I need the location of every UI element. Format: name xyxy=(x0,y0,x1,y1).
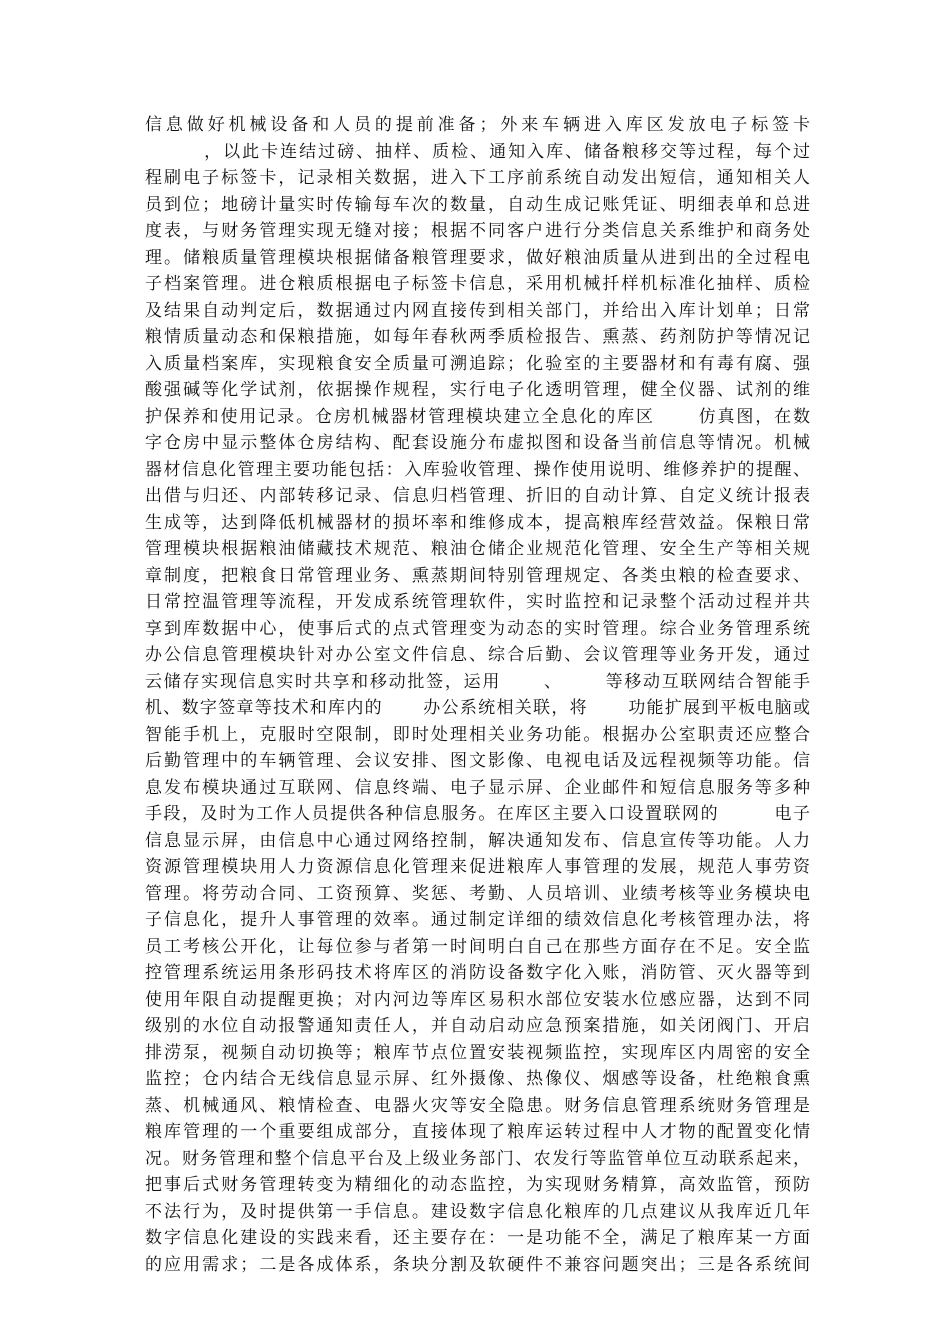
text-line: 员到位；地磅计量实时传输每车次的数量，自动生成记账凭证、明细表单和总进 xyxy=(145,194,810,215)
text-line: 章制度，把粮食日常管理业务、熏蒸期间特别管理规定、各类虫粮的检查要求、 xyxy=(145,565,810,586)
text-line: 管理模块根据粮油储藏技术规范、粮油仓储企业规范化管理、安全生产等相关规 xyxy=(145,539,810,559)
text-line: 护保养和使用记录。仓房机械器材管理模块建立全息化的库区 仿真图，在数 xyxy=(145,406,810,427)
text-line: 生成等，达到降低机械器材的损坏率和维修成本，提高粮库经营效益。保粮日常 xyxy=(145,512,810,533)
text-line: 监控；仓内结合无线信息显示屏、红外摄像、热像仪、烟感等设备，杜绝粮食熏 xyxy=(145,1069,810,1089)
text-line: 管理。将劳动合同、工资预算、奖惩、考勤、人员培训、业绩考核等业务模块电 xyxy=(145,883,810,904)
text-line: 控管理系统运用条形码技术将库区的消防设备数字化入账，消防管、灭火器等到 xyxy=(145,963,810,983)
text-line: 享到库数据中心，使事后式的点式管理变为动态的实时管理。综合业务管理系统 xyxy=(145,618,810,639)
text-line: 及结果自动判定后，数据通过内网直接传到相关部门，并给出入库计划单；日常 xyxy=(145,300,810,321)
text-line: 云储存实现信息实时共享和移动批签，运用 、 等移动互联网结合智能手 xyxy=(145,671,810,692)
text-line: 况。财务管理和整个信息平台及上级业务部门、农发行等监管单位互动联系起来， xyxy=(145,1148,810,1169)
text-line: 出借与归还、内部转移记录、信息归档管理、折旧的自动计算、自定义统计报表 xyxy=(145,486,810,506)
body-text xyxy=(145,112,810,1278)
text-line: 资源管理模块用人力资源信息化管理来促进粮库人事管理的发展，规范人事劳资 xyxy=(145,857,810,877)
text-line: 把事后式财务管理转变为精细化的动态监控，为实现财务精算，高效监管，预防 xyxy=(145,1175,810,1195)
text-line: 不法行为，及时提供第一手信息。建设数字信息化粮库的几点建议从我库近几年 xyxy=(145,1201,810,1222)
text-line: 字仓房中显示整体仓房结构、配套设施分布虚拟图和设备当前信息等情况。机械 xyxy=(145,433,810,453)
text-line: 粮情质量动态和保粮措施，如每年春秋两季质检报告、熏蒸、药剂防护等情况记 xyxy=(145,327,810,347)
text-line: 入质量档案库，实现粮食安全质量可溯追踪；化验室的主要器材和有毒有腐、强 xyxy=(145,353,810,374)
text-line: 蒸、机械通风、粮情检查、电器火灾等安全隐患。财务信息管理系统财务管理是 xyxy=(145,1095,810,1116)
text-line: 级别的水位自动报警通知责任人，并自动启动应急预案措施，如关闭阀门、开启 xyxy=(145,1016,810,1036)
text-line: 使用年限自动提醒更换；对内河边等库区易积水部位安装水位感应器，达到不同 xyxy=(145,989,810,1010)
text-line: 办公信息管理模块针对办公室文件信息、综合后勤、会议管理等业务开发，通过 xyxy=(145,645,810,665)
text-line: 器材信息化管理主要功能包括：入库验收管理、操作使用说明、维修养护的提醒、 xyxy=(145,459,810,480)
text-line: 员工考核公开化，让每位参与者第一时间明白自己在那些方面存在不足。安全监 xyxy=(145,936,810,957)
text-line: 程刷电子标签卡，记录相关数据，进入下工序前系统自动发出短信，通知相关人 xyxy=(145,168,810,188)
text-line: 度表，与财务管理实现无缝对接；根据不同客户进行分类信息关系维护和商务处 xyxy=(145,221,810,241)
text-line: 排涝泵，视频自动切换等；粮库节点位置安装视频监控，实现库区内周密的安全 xyxy=(145,1042,810,1063)
text-line: 后勤管理中的车辆管理、会议安排、图文影像、电视电话及远程视频等功能。信 xyxy=(145,751,810,771)
text-line: 酸强碱等化学试剂，依据操作规程，实行电子化透明管理，健全仪器、试剂的维 xyxy=(145,380,810,400)
text-line: 机、数字签章等技术和库内的 办公系统相关联，将 功能扩展到平板电脑或 xyxy=(145,698,810,718)
text-line: 智能手机上，克服时空限制，即时处理相关业务功能。根据办公室职责还应整合 xyxy=(145,724,810,745)
text-line: 信息显示屏，由信息中心通过网络控制，解决通知发布、信息宣传等功能。人力 xyxy=(145,830,810,851)
text-line: 的应用需求；二是各成体系，条块分割及软硬件不兼容问题突出；三是各系统间 xyxy=(145,1254,810,1275)
text-line: 息发布模块通过互联网、信息终端、电子显示屏、企业邮件和短信息服务等多种 xyxy=(145,777,810,798)
text-line: 日常控温管理等流程，开发成系统管理软件，实时监控和记录整个活动过程并共 xyxy=(145,592,810,612)
text-line: ，以此卡连结过磅、抽样、质检、通知入库、储备粮移交等过程，每个过 xyxy=(145,141,810,162)
text-line: 信息做好机械设备和人员的提前准备；外来车辆进入库区发放电子标签卡 xyxy=(145,115,810,135)
text-line: 子信息化，提升人事管理的效率。通过制定详细的绩效信息化考核管理办法，将 xyxy=(145,910,810,930)
text-line: 手段，及时为工作人员提供各种信息服务。在库区主要入口设置联网的 电子 xyxy=(145,804,810,824)
text-line: 粮库管理的一个重要组成部分，直接体现了粮库运转过程中人才物的配置变化情 xyxy=(145,1122,810,1142)
text-line: 数字信息化建设的实践来看，还主要存在：一是功能不全，满足了粮库某一方面 xyxy=(145,1228,810,1248)
text-line: 理。储粮质量管理模块根据储备粮管理要求，做好粮油质量从进到出的全过程电 xyxy=(145,247,810,268)
text-line: 子档案管理。进仓粮质根据电子标签卡信息，采用机械扦样机标准化抽样、质检 xyxy=(145,274,810,294)
